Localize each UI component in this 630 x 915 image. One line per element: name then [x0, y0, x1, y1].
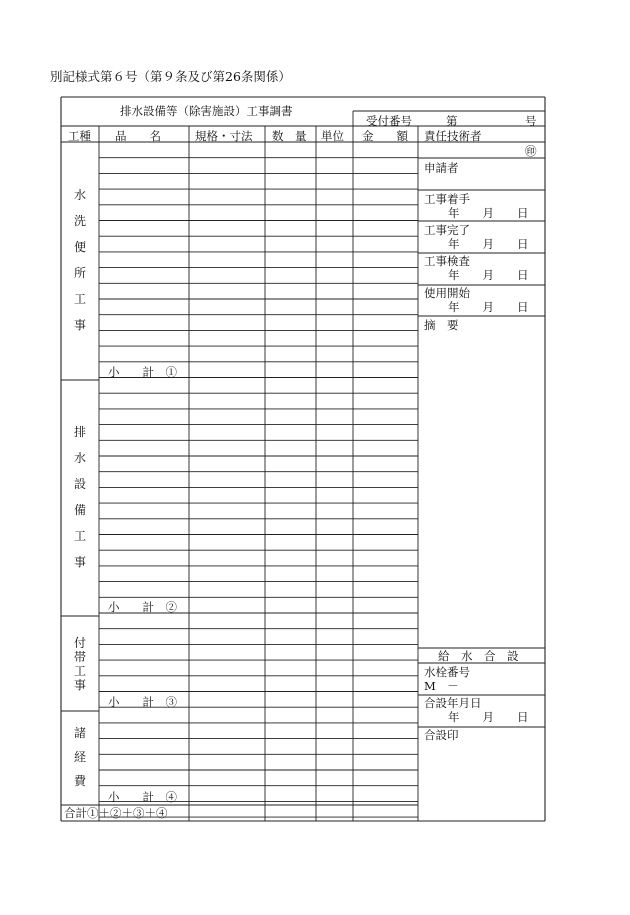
complete-label: 工事完了: [424, 223, 470, 237]
header-spec: 規格・寸法: [195, 129, 253, 143]
form-caption: 別記様式第６号（第９条及び第26条関係）: [50, 69, 291, 84]
subtotal-4: 小 計 ④: [108, 790, 177, 804]
header-amount: 金 額: [362, 129, 408, 143]
applicant-label: 申請者: [424, 161, 459, 175]
section-2-char-4: 備: [73, 503, 86, 517]
water-join-label: 給 水 合 設: [438, 649, 519, 663]
section-3-char-4: 事: [73, 678, 86, 692]
section-2-char-1: 排: [73, 425, 86, 439]
section-4-char-3: 費: [73, 774, 86, 788]
receipt-label: 受付番号: [366, 114, 412, 128]
start-date: 年 月 日: [448, 206, 529, 220]
hydrant-label: 水栓番号: [424, 665, 470, 679]
use-start-date: 年 月 日: [448, 300, 529, 314]
seal-mark: ㊞: [525, 144, 537, 158]
use-start-label: 使用開始: [424, 286, 470, 300]
header-unit: 単位: [321, 129, 344, 143]
complete-date: 年 月 日: [448, 237, 529, 251]
section-3-char-2: 帯: [73, 650, 86, 664]
header-kind: 工種: [68, 129, 91, 143]
section-1-char-4: 所: [73, 266, 86, 280]
start-label: 工事着手: [424, 192, 470, 206]
section-2-char-5: 工: [73, 529, 86, 543]
section-2-char-2: 水: [73, 451, 86, 465]
engineer-label: 責任技術者: [424, 129, 482, 143]
inspect-date: 年 月 日: [448, 268, 529, 282]
section-1-char-2: 洗: [73, 214, 86, 228]
section-4-char-1: 諸: [73, 726, 86, 740]
grand-total: 合計①＋②＋③＋④: [64, 806, 168, 820]
subtotal-3: 小 計 ③: [108, 695, 177, 709]
summary-label: 摘 要: [424, 318, 459, 332]
section-1-char-1: 水: [73, 188, 86, 202]
subtotal-1: 小 計 ①: [108, 365, 177, 379]
join-date-label: 合設年月日: [424, 696, 482, 710]
receipt-go: 号: [525, 114, 537, 128]
header-qty: 数 量: [272, 129, 307, 143]
join-date-value: 年 月 日: [448, 710, 529, 724]
section-1-char-5: 工: [73, 292, 86, 306]
section-4-char-2: 経: [73, 750, 86, 764]
receipt-dai: 第: [446, 114, 458, 128]
header-item: 品 名: [115, 129, 161, 143]
inspect-label: 工事検査: [424, 254, 470, 268]
hydrant-value: M －: [424, 679, 459, 693]
section-2-char-6: 事: [73, 555, 86, 569]
section-3-char-1: 付: [73, 636, 86, 650]
join-seal-label: 合設印: [424, 728, 459, 742]
section-1-char-6: 事: [73, 318, 86, 332]
section-3-char-3: 工: [73, 664, 86, 678]
form-title: 排水設備等（除害施設）工事調書: [120, 104, 293, 118]
section-2-char-3: 設: [73, 477, 86, 491]
subtotal-2: 小 計 ②: [108, 600, 177, 614]
section-1-char-3: 便: [73, 240, 86, 254]
